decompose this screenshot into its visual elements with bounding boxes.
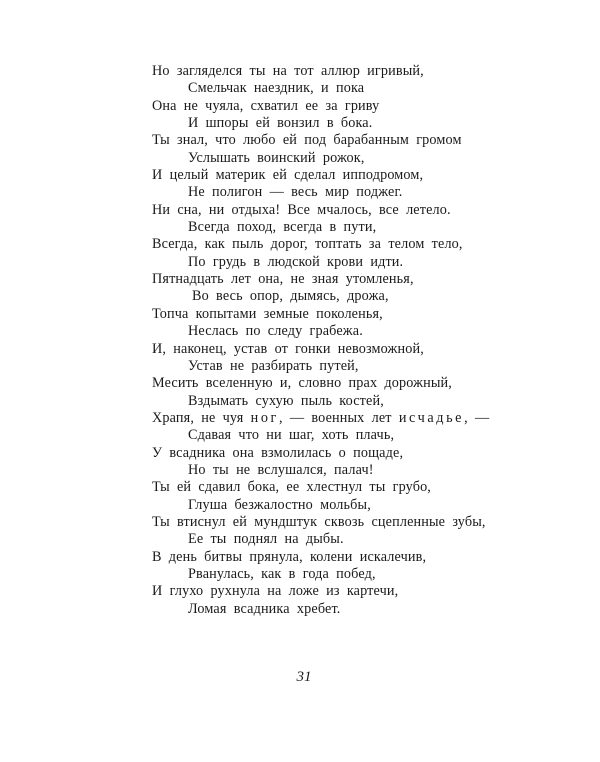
poem-line: Всегда, как пыль дорог, топтать за телом тело, <box>152 236 463 253</box>
poem-line: Всегда поход, всегда в пути, <box>188 219 377 236</box>
poem-line: Ни сна, ни отдыха! Все мчалось, все летело. <box>152 201 451 218</box>
poem-line: В день битвы прянула, колени искалечив, <box>152 548 427 565</box>
poem-line: Ты втиснул ей мундштук сквозь сцепленные зубы, <box>152 513 486 530</box>
poem-line: И шпоры ей вонзил в бока. <box>188 115 373 132</box>
poem-line: Пятнадцать лет она, не зная утомленья, <box>152 271 414 288</box>
poem-line: И, наконец, устав от гонки невозможной, <box>152 340 424 357</box>
line-segment: Храпя, не чуя <box>152 409 251 426</box>
poem-stanza <box>152 63 552 618</box>
poem-line: Сдавая что ни шаг, хоть плачь, <box>188 427 395 444</box>
page-number: 31 <box>296 669 312 685</box>
poem-line-spaced <box>152 410 552 427</box>
poem-line: Во весь опор, дымясь, дрожа, <box>192 288 389 305</box>
poem-line: Топча копытами земные поколенья, <box>152 305 383 322</box>
poem-line: Смельчак наездник, и пока <box>188 80 365 97</box>
spaced-emphasis-word: исчадье <box>398 409 465 426</box>
poem-line: Неслась по следу грабежа. <box>188 323 363 340</box>
poem-line: Ломая всадника хребет. <box>188 600 341 617</box>
spaced-emphasis-word: ног <box>250 409 279 426</box>
line-segment: , — <box>464 409 490 426</box>
poem-line: Не полигон — весь мир поджег. <box>188 184 403 201</box>
poem-line: Но ты не вслушался, палач! <box>188 461 374 478</box>
poem-line: Месить вселенную и, словно прах дорожный, <box>152 375 452 392</box>
poem-line: Глуша безжалостно мольбы, <box>188 496 371 513</box>
poem-line: Устав не разбирать путей, <box>188 357 359 374</box>
poem-line: Ты знал, что любо ей под барабанным громом <box>152 132 462 149</box>
poem-line: Рванулась, как в года побед, <box>188 565 376 582</box>
line-segment: , — военных лет <box>278 409 399 426</box>
poem-line: Услышать воинский рожок, <box>188 149 365 166</box>
poem-line: И целый материк ей сделал ипподромом, <box>152 167 424 184</box>
poem-line: У всадника она взмолилась о пощаде, <box>152 444 404 461</box>
poem-line: Вздымать сухую пыль костей, <box>188 392 384 409</box>
poem-line: Она не чуяла, схватил ее за гриву <box>152 97 380 114</box>
poem-line: По грудь в людской крови идти. <box>188 253 404 270</box>
poem-line: Ее ты поднял на дыбы. <box>188 531 344 548</box>
poem-line: И глухо рухнула на ложе из картечи, <box>152 583 399 600</box>
poem-line: Ты ей сдавил бока, ее хлестнул ты грубо, <box>152 479 432 496</box>
poem-line: Но загляделся ты на тот аллюр игривый, <box>152 63 424 79</box>
